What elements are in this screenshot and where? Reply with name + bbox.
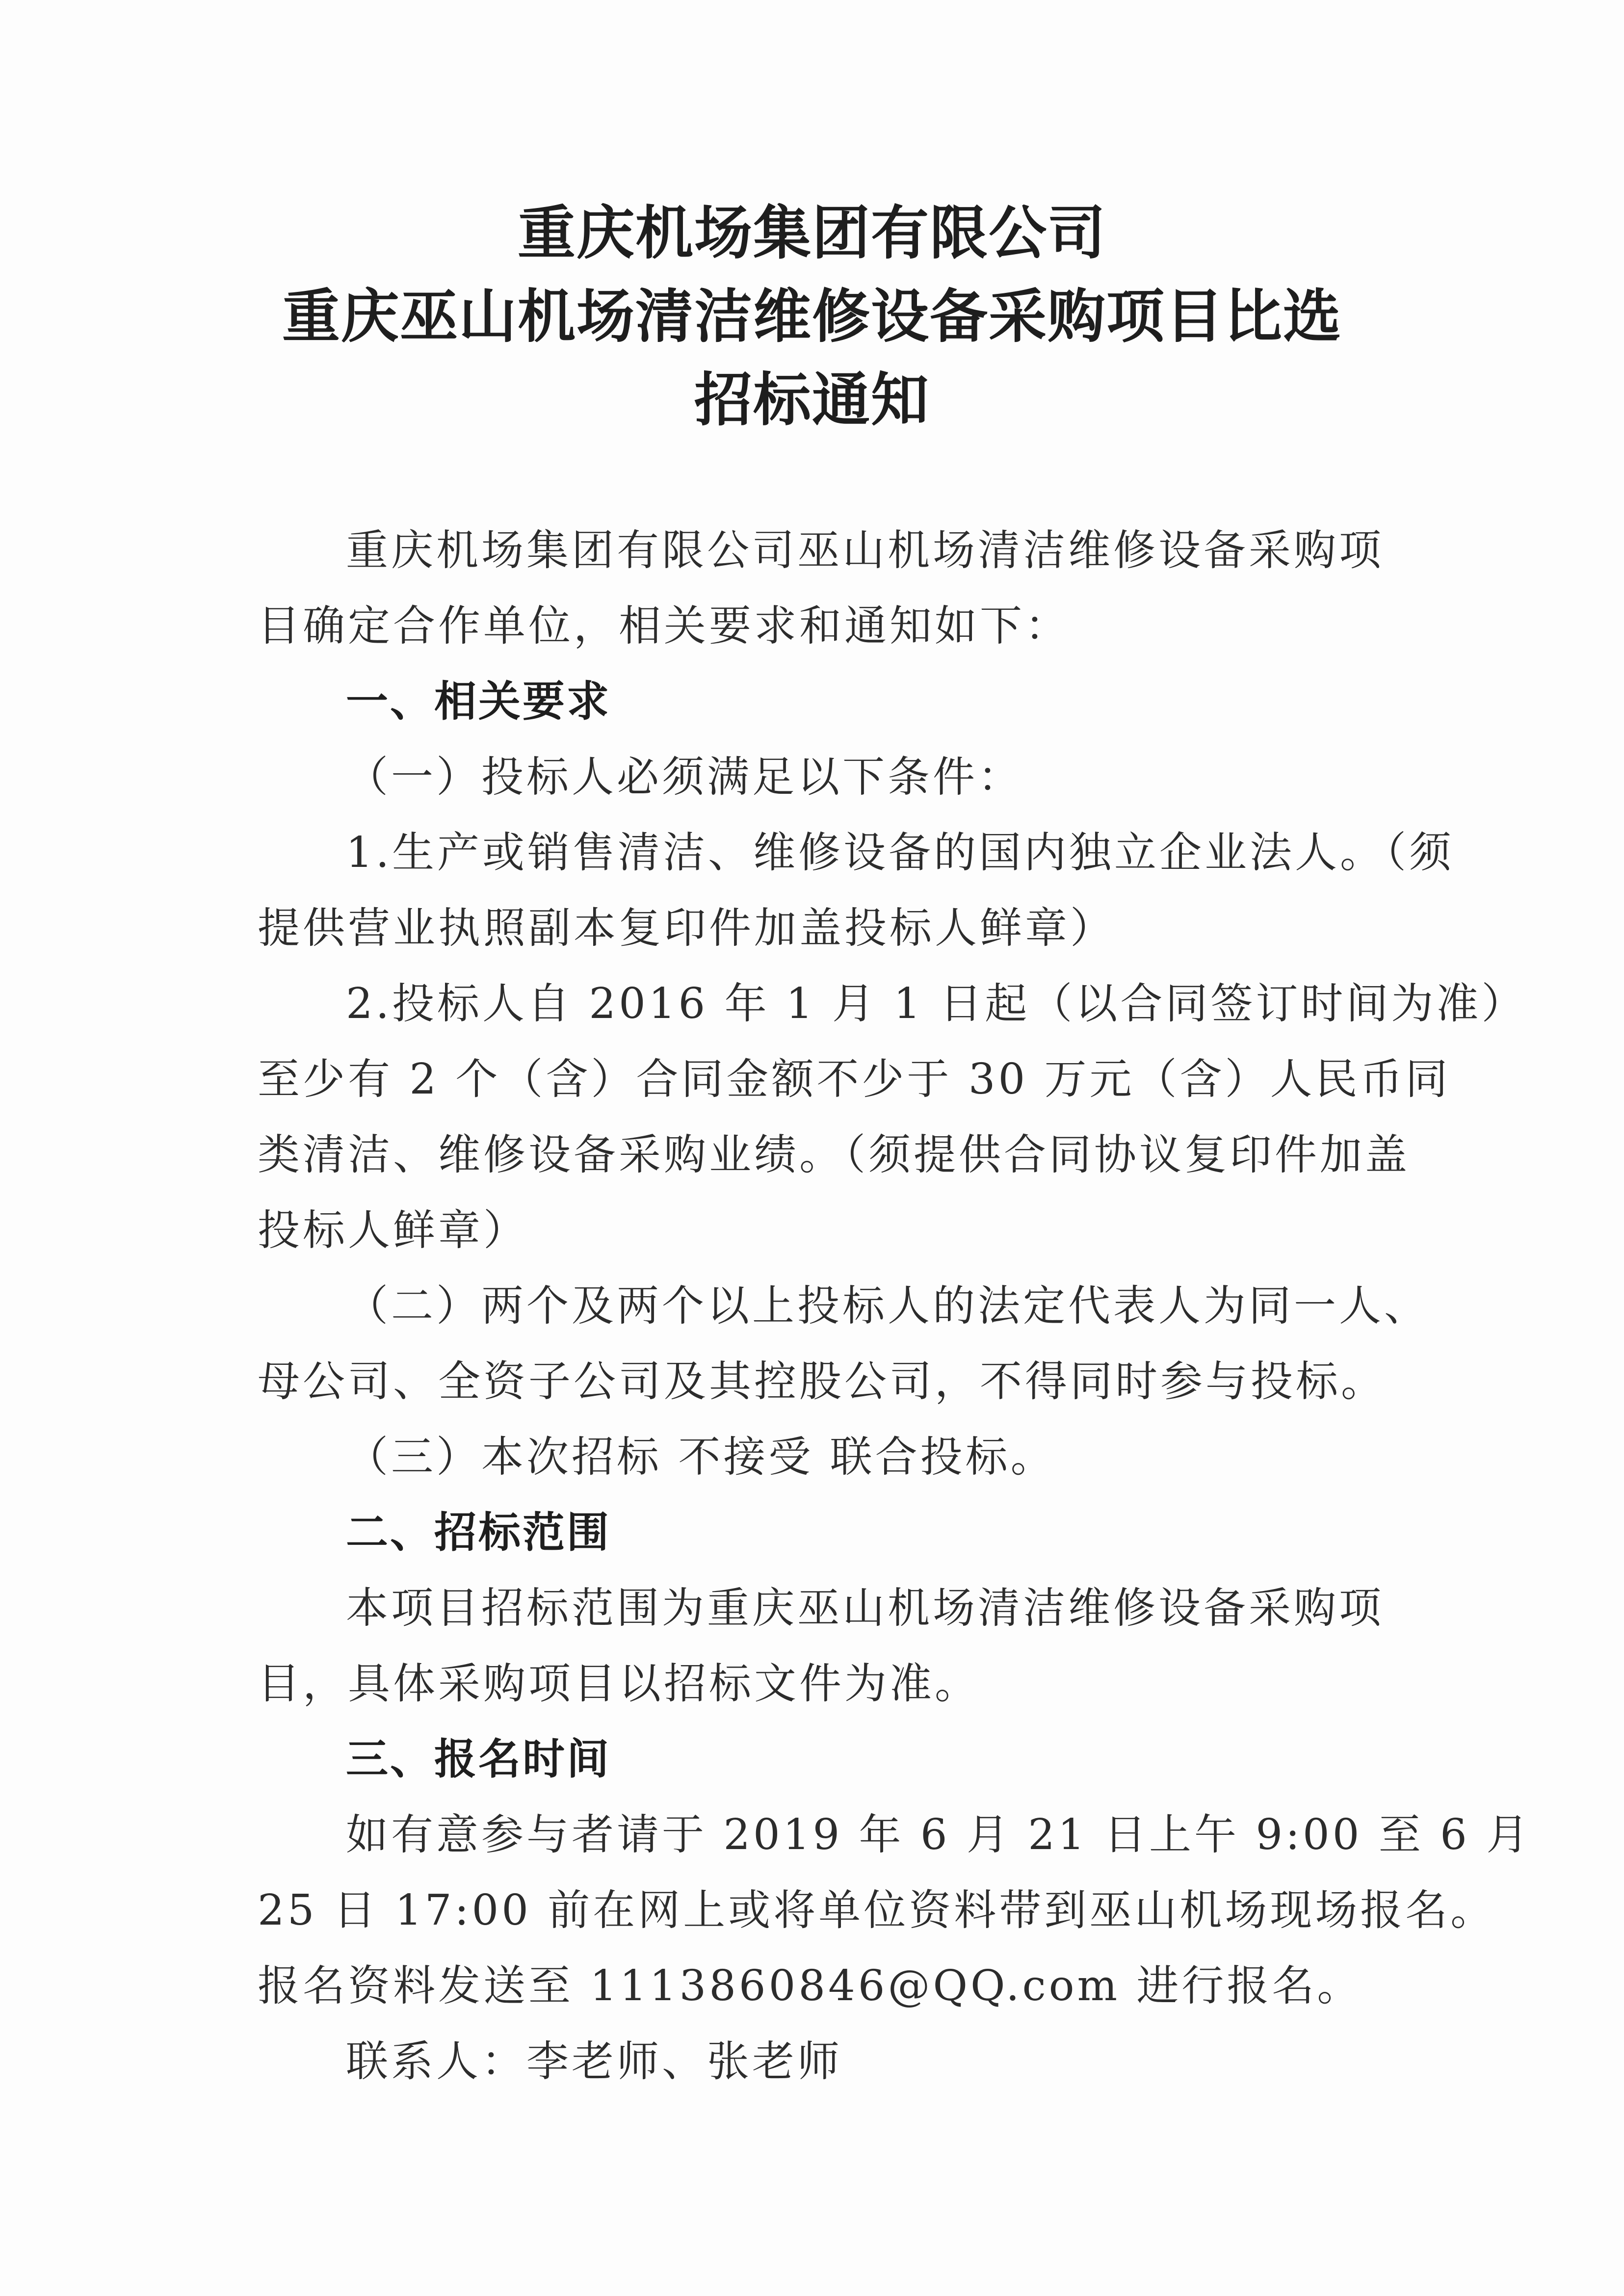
registration-paragraph-line: 如有意参与者请于 2019 年 6 月 21 日上午 9:00 至 6 月 [346,1810,1532,1859]
scope-paragraph-line: 本项目招标范围为重庆巫山机场清洁维修设备采购项 [346,1584,1384,1633]
requirement-subheading: （三）本次招标 不接受 联合投标。 [346,1433,1056,1482]
title-line-notice: 招标通知 [694,365,930,434]
requirement-item-line: 至少有 2 个（含）合同金额不少于 30 万元（含）人民币同 [258,1055,1451,1104]
intro-paragraph-line: 重庆机场集团有限公司巫山机场清洁维修设备采购项 [346,526,1384,575]
requirement-subheading: （二）两个及两个以上投标人的法定代表人为同一人、 [346,1281,1429,1331]
requirement-subheading: （一）投标人必须满足以下条件： [346,753,1023,802]
title-line-project: 重庆巫山机场清洁维修设备采购项目比选 [282,282,1342,350]
document-body [258,513,1532,2099]
intro-paragraph-line: 目确定合作单位，相关要求和通知如下： [258,601,1070,651]
requirement-item-line: 提供营业执照副本复印件加盖投标人鲜章） [258,904,1115,953]
title-line-company: 重庆机场集团有限公司 [517,199,1106,267]
registration-paragraph-line: 25 日 17:00 前在网上或将单位资料带到巫山机场现场报名。 [258,1886,1496,1935]
scope-paragraph-line: 目，具体采购项目以招标文件为准。 [258,1659,980,1708]
requirement-item-line: 投标人鲜章） [258,1206,528,1255]
registration-paragraph-line: 报名资料发送至 1113860846@QQ.com 进行报名。 [258,1961,1362,2010]
section-heading-registration: 三、报名时间 [346,1735,611,1784]
document-title [0,191,1624,442]
section-heading-requirements: 一、相关要求 [346,677,611,726]
requirement-item-line: 母公司、全资子公司及其控股公司，不得同时参与投标。 [258,1357,1386,1406]
requirement-item-line: 1.生产或销售清洁、维修设备的国内独立企业法人。（须 [346,828,1455,877]
contact-line: 联系人：李老师、张老师 [346,2037,842,2086]
section-heading-scope: 二、招标范围 [346,1508,611,1557]
requirement-item-line: 类清洁、维修设备采购业绩。（须提供合同协议复印件加盖 [258,1130,1410,1179]
requirement-item-line: 2.投标人自 2016 年 1 月 1 日起（以合同签订时间为准） [346,979,1527,1028]
